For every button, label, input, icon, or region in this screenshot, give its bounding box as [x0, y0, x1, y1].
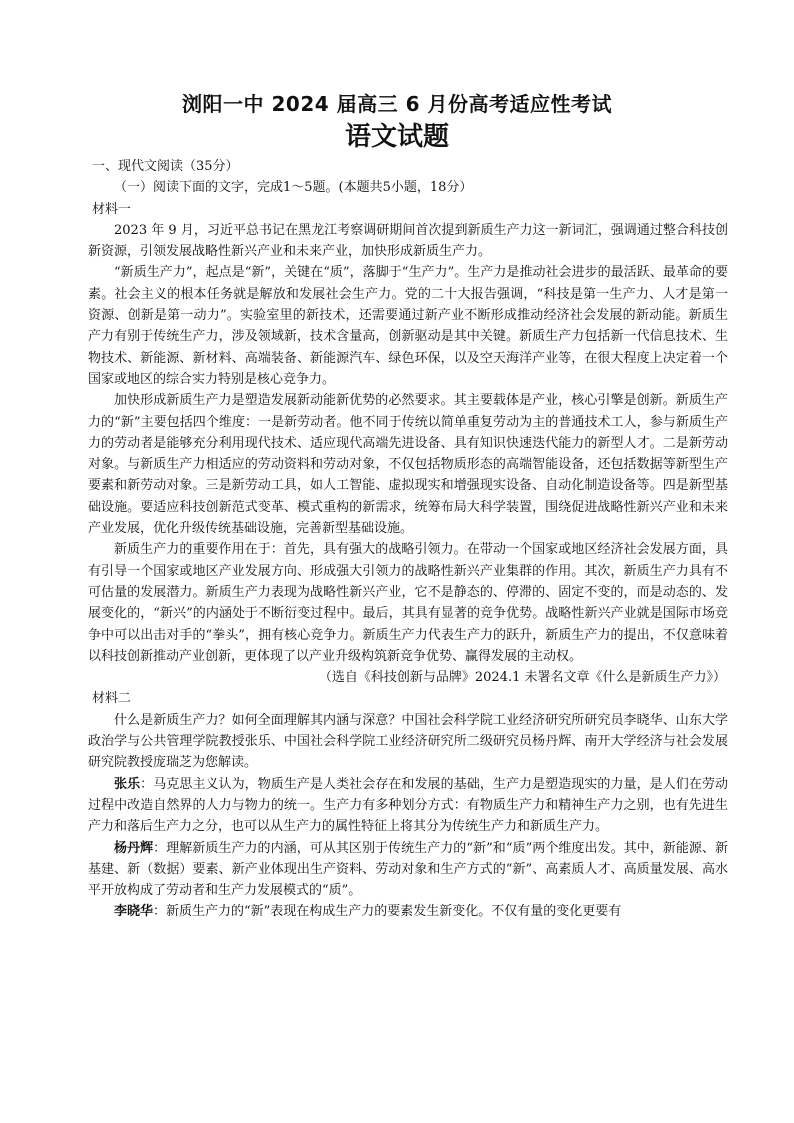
material-1-paragraph-3: 加快形成新质生产力是塑造发展新动能新优势的必然要求。其主要载体是产业，核心引擎是创新。新质生产力的“新”主要包括四个维度：一是新劳动者。他不同于传统以简单重复劳动为主的普通技术工人，参与新质生产力的劳动者是能够充分利用现代技术、适应现代高端先进设备、具有知识快速迭代能力的新型人才。二是新劳动对象。与新质生产力相适应的劳动资料和劳动对象，不仅包括物质形态的高端智能设备，还包括数据等新型生产要素和新劳动对象。三是新劳动工具，如人工智能、虚拟现实和增强现实设备、自动化制造设备等。四是新型基础设施。要适应科技创新范式变革、模式重构的新需求，统筹布局大科学装置，围绕促进战略性新兴产业和未来产业发展，优化升级传统基础设施，完善新型基础设施。: [88, 393, 728, 537]
speaker-text: ：马克思主义认为，物质生产是人类社会存在和发展的基础，生产力是塑造现实的力量，是人们在劳动过程中改造自然界的人力与物力的统一。生产力有多种划分方式：有物质生产力和精神生产力之别，也有先进生产力和落后生产力之分，也可以从生产力的属性特征上将其分为传统生产力和新质生产力。: [88, 776, 728, 835]
material-1-paragraph-1: 2023 年 9 月，习近平总书记在黑龙江考察调研期间首次提到新质生产力这一新词汇，强调通过整合科技创新资源，引领发展战略性新兴产业和未来产业，加快形成新质生产力。: [88, 222, 728, 260]
exam-title: 浏阳一中 2024 届高三 6 月份高考适应性考试: [182, 92, 612, 116]
speaker-name: 杨丹辉: [114, 840, 154, 856]
material-2-intro: 什么是新质生产力？如何全面理解其内涵与深意？中国社会科学院工业经济研究所研究员李晓华、山东大学政治学与公共管理学院教授张乐、中国社会科学院工业经济研究所二级研究员杨丹辉、南开大学经济与社会发展研究院教授庞瑞芝为您解读。: [88, 712, 728, 771]
material-1-paragraph-4: 新质生产力的重要作用在于：首先，具有强大的战略引领力。在带动一个国家或地区经济社会发展方面，具有引导一个国家或地区产业发展方向、形成强大引领力的战略性新兴产业集群的作用。其次，新质生产力具有不可估量的发展潜力。新质生产力表现为战略性新兴产业，它不是静态的、停滞的、固定不变的，而是动态的、发展变化的，“新兴”的内涵处于不断衍变过程中。最后，其具有显著的竞争优势。战略性新兴产业就是国际市场竞争中可以出击对手的“拳头”，拥有核心竞争力。新质生产力代表生产力的跃升，新质生产力的提出，不仅意味着以科技创新推动产业创新，更体现了以产业升级构筑新竞争优势、赢得发展的主动权。: [88, 542, 728, 664]
material-1-paragraph-2: “新质生产力”，起点是“新”，关键在“质”，落脚于“生产力”。生产力是推动社会进步的最活跃、最革命的要素。社会主义的根本任务就是解放和发展社会生产力。党的二十大报告强调，“科技是第一生产力、人才是第一资源、创新是第一动力”。实验室里的新技术，还需要通过新产业不断形成推动经济社会发展的新动能。新质生产力有别于传统生产力，涉及领域新，技术含量高，创新驱动是其中关键。新质生产力包括新一代信息技术、生物技术、新能源、新材料、高端装备、新能源汽车、绿色环保，以及空天海洋产业等，在很大程度上决定着一个国家或地区的综合实力特别是核心竞争力。: [88, 265, 728, 387]
speaker-text: ：理解新质生产力的内涵，可从其区别于传统生产力的“新”和“质”两个维度出发。其中，新能源、新基建、新（数据）要素、新产业体现出生产资料、劳动对象和生产方式的“新”、高素质人才、高质量发展、高水平开放构成了劳动者和生产力发展模式的“质”。: [88, 840, 728, 899]
material-2-label: 材料二: [92, 691, 132, 707]
material-1-label: 材料一: [92, 201, 132, 217]
section-instruction: （一）阅读下面的文字，完成1～5题。(本题共5小题，18分）: [114, 180, 473, 196]
material-2-speaker-paragraph: [88, 774, 728, 838]
exam-content: [88, 156, 728, 923]
speaker-name: 李晓华: [114, 904, 154, 920]
section-heading: 一、现代文阅读（35分）: [92, 159, 239, 174]
material-1-source: （选自《科技创新与品牌》2024.1 未署名文章《什么是新质生产力》）: [318, 670, 726, 686]
material-2-speaker-paragraph: [88, 901, 728, 922]
subject-title: 语文试题: [344, 122, 449, 152]
material-2-speaker-paragraph: [88, 838, 728, 902]
speaker-text: ：新质生产力的“新”表现在构成生产力的要素发生新变化。不仅有量的变化更要有: [153, 904, 622, 920]
speaker-name: 张乐: [114, 776, 141, 792]
